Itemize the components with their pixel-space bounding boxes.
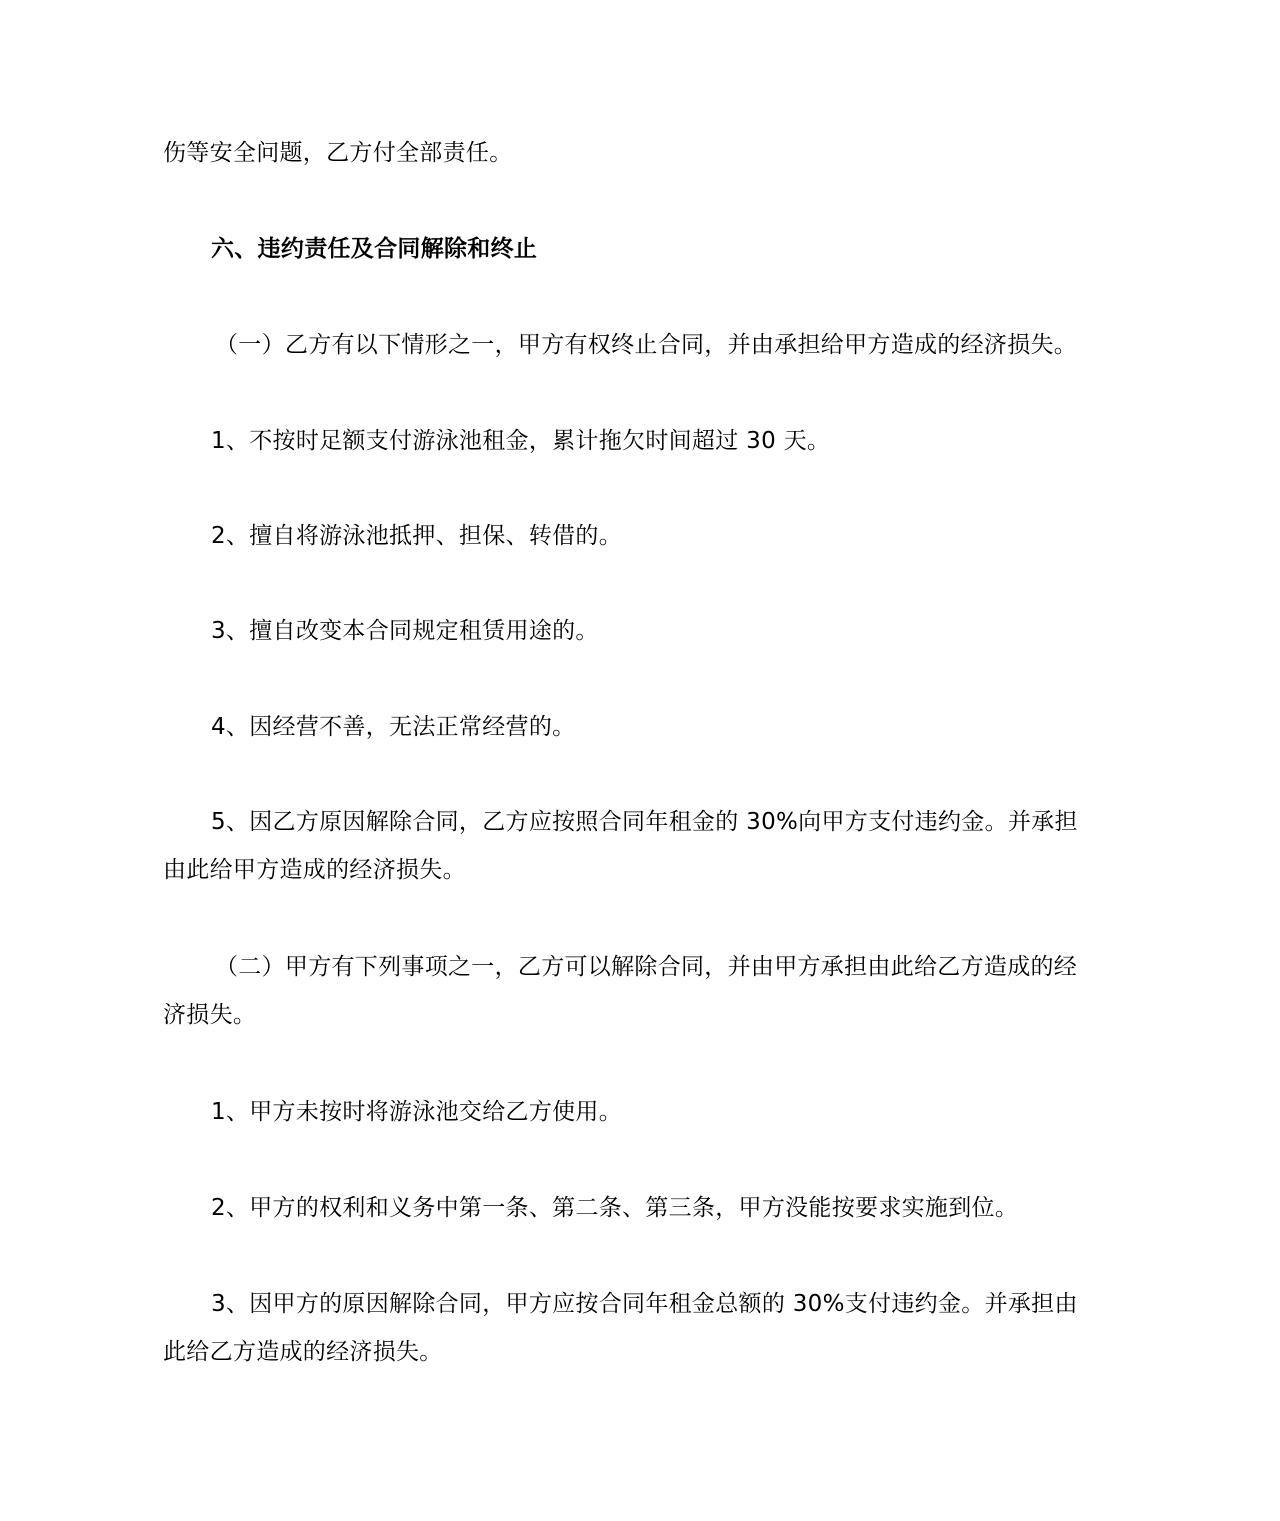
clause-one-item-4: 4、因经营不善，无法正常经营的。	[211, 714, 576, 740]
clause-one-item-1: 1、不按时足额支付游泳池租金，累计拖欠时间超过 30 天。	[211, 428, 831, 454]
clause-one-intro: （一）乙方有以下情形之一，甲方有权终止合同，并由承担给甲方造成的经济损失。	[215, 332, 1078, 358]
section-heading: 六、违约责任及合同解除和终止	[211, 236, 538, 262]
text-line-continuation: 伤等安全问题，乙方付全部责任。	[163, 140, 513, 166]
clause-two-item-2: 2、甲方的权利和义务中第一条、第二条、第三条，甲方没能按要求实施到位。	[211, 1195, 1019, 1221]
clause-one-item-5: 5、因乙方原因解除合同，乙方应按照合同年租金的 30%向甲方支付违约金。并承担	[211, 809, 1078, 835]
clause-one-item-3: 3、擅自改变本合同规定租赁用途的。	[211, 618, 599, 644]
clause-two-intro-continuation: 济损失。	[163, 1002, 257, 1028]
clause-one-item-2: 2、擅自将游泳池抵押、担保、转借的。	[211, 523, 623, 549]
clause-one-item-5-continuation: 由此给甲方造成的经济损失。	[163, 857, 466, 883]
clause-two-item-3: 3、因甲方的原因解除合同，甲方应按合同年租金总额的 30%支付违约金。并承担由	[211, 1291, 1078, 1317]
clause-two-intro: （二）甲方有下列事项之一，乙方可以解除合同，并由甲方承担由此给乙方造成的经	[215, 954, 1078, 980]
clause-two-item-3-continuation: 此给乙方造成的经济损失。	[163, 1339, 443, 1365]
clause-two-item-1: 1、甲方未按时将游泳池交给乙方使用。	[211, 1099, 623, 1125]
